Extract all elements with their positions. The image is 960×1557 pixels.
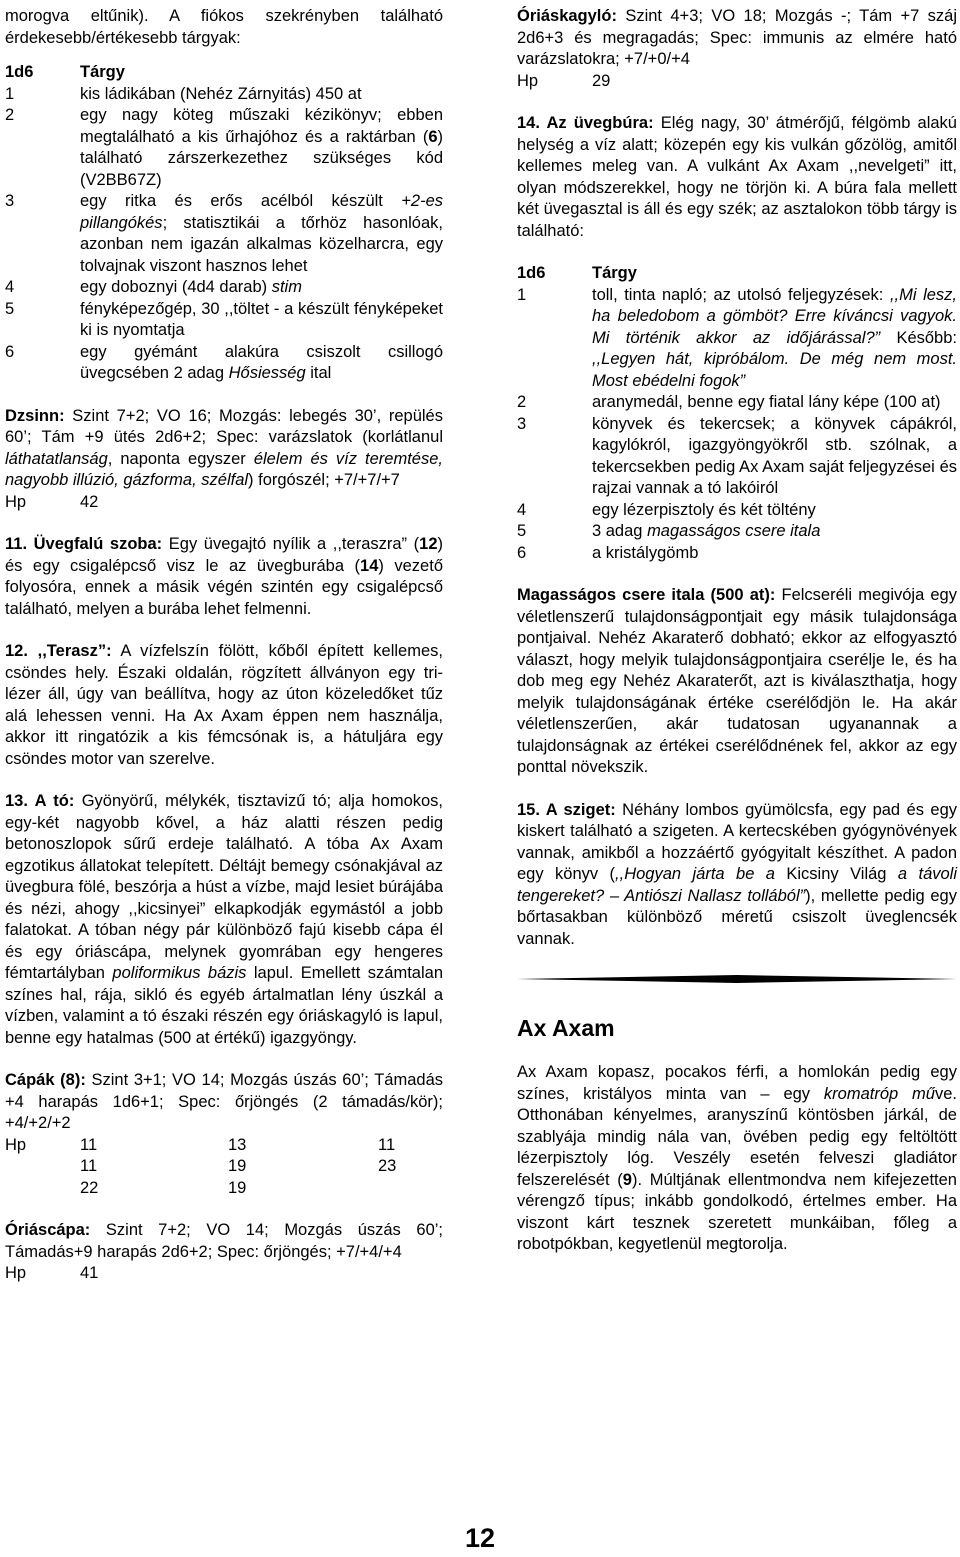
- row-text: könyvek és tekercsek; a könyvek cápákról, kagylókról, igazgyöngyökről stb. szólnak, a tekercsekben pedig Ax Axam saját feljegyzései és rajzai vannak a tó lakóiról: [592, 414, 957, 497]
- table-row: [5, 191, 443, 277]
- row-number: 5: [5, 299, 15, 318]
- room-12: 12. ,,Terasz”: A vízfelszín fölött, kőből épített kellemes, csöndes hely. Északi oldalán, rögzített állványon egy tri-lézer áll, úgy van beállítva, hogy az úton közeledőket tűz alá lehessen venni. Ha Ax Axam éppen nem használja, akkor itt ringatózik a kis fémcsónak is, a hátuljára egy csöndes motor van szerelve.: [5, 642, 443, 768]
- table-row: [5, 342, 443, 385]
- table-row: [517, 392, 957, 414]
- row-text: egy gyémánt alakúra csiszolt csillogó üvegcsében 2 adag Hősiesség ital: [80, 342, 443, 382]
- row-text: a kristálygömb: [592, 543, 699, 562]
- room-15: 15. A sziget: Néhány lombos gyümölcsfa, egy pad és egy kiskert található a szigeten. A kertecskében gyógynövények vannak, amikből a hozzáértő gyógyitalt készíthet. A padon egy könyv (,,Hogyan járta be a Kicsiny Világ a távoli tengereket? – Antiószi Nallasz tollából”), mellette pedig egy bőrtasakban különböző méretű csiszolt üveglencsék vannak.: [517, 800, 958, 948]
- oriaskagylo-stat-block: Óriáskagyló: Szint 4+3; VO 18; Mozgás -; Tám +7 száj 2d6+3 és megragadás; Spec: immunis az elmére ható varázslatokra; +7/+0/+4 Hp 29: [517, 7, 957, 90]
- page-number: 12: [464, 1523, 496, 1553]
- row-text: toll, tinta napló; az utolsó feljegyzések: ,,Mi lesz, ha beledobom a gömböt? Erre kíváncsi vagyok. Mi történik akkor az időjárással?” Később: ,,Legyen hát, kipróbálom. De még nem most. Most ebédelni fogok”: [592, 285, 957, 390]
- row-number: 5: [517, 522, 527, 540]
- capak-stat-block: Cápák (8): Szint 3+1; VO 14; Mozgás úszás 60’; Támadás +4 harapás 1d6+1; Spec: őrjöngés (2 támadás/kör); +4/+2/+2 Hp 11 13 11 11 19 23 22 19: [5, 1071, 443, 1197]
- potion-description: Magasságos csere itala (500 at): Felcseréli megivója egy véletlenszerű tulajdonságpontjait egy másik tulajdonsága pontjaival. Nehéz Akaraterő dobható; ekkor az elfogyasztó választ, hogy melyik tulajdonságpontjaira cserélje le, és ha dob meg egy Nehéz Akaraterőt, azt is kiválaszthatja, hogy melyik tulajdonságának értéke cserélődjön le. Ha akár véletlenszerűen, akár tudatosan ugyanannak a tulajdonságnak az értékei cserélődnének fel, akkor az egy ponttal növekszik.: [517, 586, 957, 776]
- row-number: 1: [5, 84, 15, 103]
- table-row: [517, 521, 957, 543]
- table-header: [517, 263, 957, 285]
- row-text: kis ládikában (Nehéz Zárnyitás) 450 at: [80, 84, 362, 103]
- room-14: 14. Az üvegbúra: Elég nagy, 30’ átmérőjű, félgömb alakú helység a víz alatt; közepén egy kis vulkán gőzölög, amitől kellemes meleg van. A vulkánt Ax Axam ,,nevelgeti” itt, olyan módszerekkel, hogy ne törjön ki. A búra fala mellett két üvegasztal is áll és egy szék; az asztalokon több tárgy is található:: [517, 114, 957, 240]
- row-number: 2: [517, 393, 527, 411]
- oriascapa-stat-block: Óriáscápa: Szint 7+2; VO 14; Mozgás úszás 60’; Támadás+9 harapás 2d6+2; Spec: őrjöngés; +7/+4/+4 Hp 41: [5, 1221, 443, 1282]
- section-divider: [517, 968, 957, 990]
- table-row: [517, 500, 957, 522]
- table-header-item: Tárgy: [592, 264, 637, 282]
- row-number: 3: [517, 414, 527, 433]
- table-row: [5, 299, 443, 342]
- row-number: 6: [5, 342, 15, 361]
- row-text: egy lézerpisztoly és két töltény: [592, 500, 816, 519]
- row-number: 6: [517, 543, 527, 562]
- row-text: egy ritka és erős acélból készült +2-es pillangókés; statisztikái a tőrhöz hasonlóak, azonban nem igazán alkalmas közelharcra, egy tolvajnak viszont hasznos lehet: [80, 192, 443, 275]
- table-row: [517, 285, 957, 393]
- table-header-item: Tárgy: [80, 63, 125, 81]
- item-table-2: [517, 263, 957, 564]
- item-table-1: [5, 62, 443, 385]
- right-column: [517, 6, 957, 1256]
- row-number: 1: [517, 285, 527, 304]
- row-text: egy nagy köteg műszaki kézikönyv; ebben megtalálható a kis űrhajóhoz és a raktárban (6) található zárszerkezethez szükséges kód (V2BB67Z): [80, 106, 443, 189]
- row-text: 3 adag magasságos csere itala: [592, 522, 821, 540]
- table-row: [5, 84, 443, 106]
- row-number: 4: [5, 278, 15, 296]
- row-number: 2: [5, 106, 15, 124]
- row-text: fényképezőgép, 30 ,,töltet - a készült fényképeket ki is nyomtatja: [80, 299, 443, 339]
- room-13: 13. A tó: Gyönyörű, mélykék, tisztavizű tó; alja homokos, egy-két nagyobb kővel, a ház alatti részen pedig betonoszlopok sűrű erdeje található. A tóba Ax Axam egzotikus állatokat telepített. Déltájt bemegy csónakjával az üvegbura fölé, beszórja a húst a vízbe, majd lesiet búrájába és nézi, ahogy ,,kicsinyei” elkapkodják egymástól a jobb falatokat. A tóban négy pár különböző fajú kisebb cápa él és egy óriáscápa, melynek gyomrában egy hengeres fémtartályban poliformikus bázis lapul. Emellett számtalan színes hal, rája, sikló és egyéb ártalmatlan lény úszkál a vízben, valamint a tó északi részén egy óriáskagyló is lapul, benne egy hatalmas (500 at értékű) igazgyöngy.: [5, 792, 444, 1047]
- ax-axam-description: Ax Axam kopasz, pocakos férfi, a homlokán pedig egy színes, kristályos minta van – egy kromatróp műve. Otthonában kényelmes, aranyszínű köntösben járkál, de szablyája mindig nála van, övében pedig egy feltöltött lézerpisztoly lóg. Veszély esetén felveszi gladiátor felszerelését (9). Múltjának ellentmondva nem kifejezetten vérengző típus; inkább gondolkodó, értelmes ember. Ha viszont kárt tesznek szeretett munkáiban, főleg a robotpókban, kegyetlenül megtorolja.: [517, 1063, 957, 1253]
- row-number: 3: [5, 192, 15, 210]
- left-column: [5, 6, 443, 1285]
- room-11: 11. Üvegfalú szoba: Egy üvegajtó nyílik a ,,teraszra” (12) és egy csigalépcső visz le az üvegburába (14) vezető folyosóra, ennek a másik végén szintén egy csigalépcső található, melyen a burába lehet felmenni.: [5, 535, 443, 618]
- table-header: [5, 62, 443, 84]
- table-row: [517, 543, 957, 565]
- row-text: egy doboznyi (4d4 darab) stim: [80, 278, 302, 296]
- table-row: [517, 414, 957, 500]
- table-header-roll: 1d6: [5, 63, 34, 81]
- table-header-roll: 1d6: [517, 264, 546, 282]
- dzsinn-stat-block: Dzsinn: Szint 7+2; VO 16; Mozgás: lebegés 30’, repülés 60’; Tám +9 ütés 2d6+2; Spec: varázslatok (korlátlanul láthatatlanság, naponta egyszer élelem és víz teremtése, nagyobb illúzió, gázforma, szélfal) forgószél; +7/+7/+7 Hp 42: [5, 406, 443, 511]
- table-row: [5, 105, 443, 191]
- section-title: Ax Axam: [517, 1015, 615, 1041]
- table-row: [5, 277, 443, 299]
- intro-paragraph: morogva eltűnik). A fiókos szekrényben található érdekesebb/értékesebb tárgyak:: [5, 7, 443, 47]
- row-number: 4: [517, 500, 527, 519]
- row-text: aranymedál, benne egy fiatal lány képe (100 at): [592, 393, 941, 411]
